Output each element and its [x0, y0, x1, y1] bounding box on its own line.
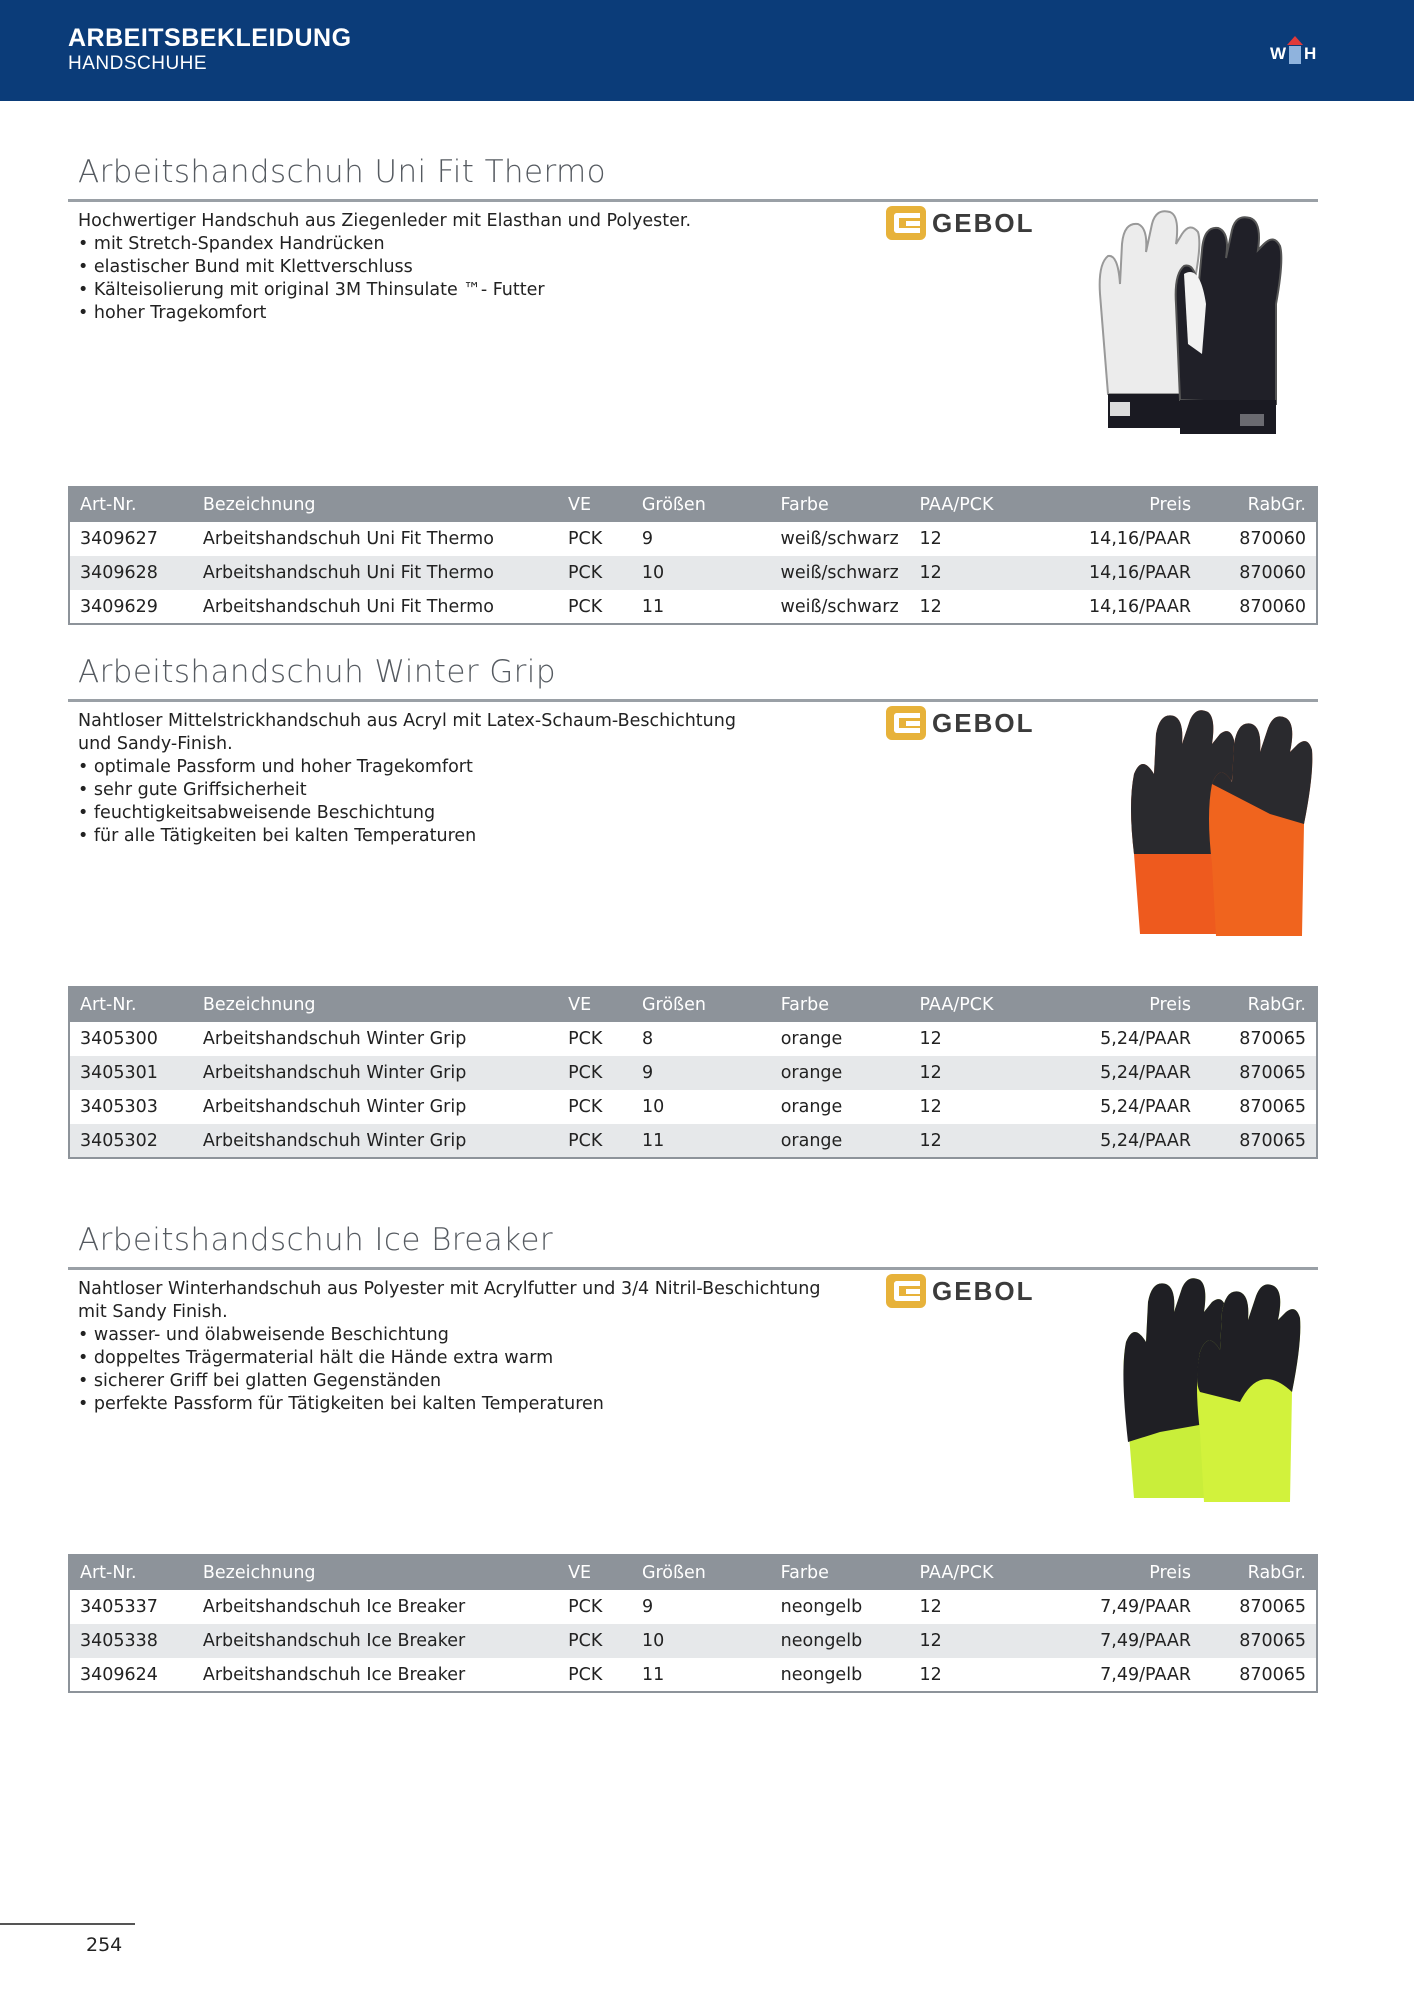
size: 10	[632, 556, 771, 590]
article-name: Arbeitshandschuh Winter Grip	[193, 1124, 558, 1158]
column-header: RabGr.	[1201, 1555, 1317, 1590]
article-number: 3405338	[69, 1624, 193, 1658]
category-title: ARBEITSBEKLEIDUNG	[68, 24, 352, 52]
table-row	[69, 556, 1317, 590]
feature-bullet: • mit Stretch-Spandex Handrücken	[78, 233, 848, 256]
column-header: Art-Nr.	[69, 1555, 193, 1590]
description-intro: mit Sandy Finish.	[78, 1302, 228, 1322]
column-header: Art-Nr.	[69, 487, 193, 522]
logo-letter-w: W	[1270, 44, 1287, 63]
column-header: Größen	[632, 987, 771, 1022]
brand-name: GEBOL	[932, 708, 1035, 738]
column-header: VE	[558, 987, 632, 1022]
size: 9	[641, 529, 653, 549]
color: neongelb	[780, 1664, 863, 1685]
color: orange	[780, 1097, 843, 1117]
product-title: Arbeitshandschuh Uni Fit Thermo	[78, 154, 607, 190]
page-number: 254	[86, 1934, 123, 1956]
column-header: RabGr.	[1201, 987, 1317, 1022]
color: weiß/schwarz	[771, 556, 910, 590]
packing-unit: PCK	[568, 1597, 603, 1617]
pairs-per-pack: 12	[919, 1097, 942, 1117]
footer-divider	[0, 1923, 135, 1925]
table-row	[69, 522, 1317, 556]
pairs-per-pack: 12	[909, 1056, 1033, 1090]
color: weiß/schwarz	[780, 596, 899, 617]
column-header: Bezeichnung	[193, 1555, 558, 1590]
product-title: Arbeitshandschuh Ice Breaker	[78, 1222, 553, 1258]
discount-group: 870065	[1239, 1664, 1306, 1685]
pairs-per-pack: 12	[919, 1029, 942, 1049]
article-name: Arbeitshandschuh Ice Breaker	[202, 1664, 466, 1685]
color: neongelb	[780, 1597, 863, 1617]
packing-unit: PCK	[568, 1029, 603, 1049]
column-header: VE	[558, 487, 632, 522]
section-divider	[68, 199, 1318, 202]
color: weiß/schwarz	[780, 529, 899, 549]
feature-bullet: • feuchtigkeitsabweisende Beschichtung	[78, 802, 848, 825]
gebol-mark-icon	[886, 206, 926, 240]
packing-unit: PCK	[558, 1624, 632, 1658]
article-number: 3409627	[80, 529, 158, 549]
article-table	[68, 986, 1318, 1159]
feature-bullet: • für alle Tätigkeiten bei kalten Temperaturen	[78, 825, 848, 848]
brand-name: GEBOL	[932, 1276, 1035, 1306]
pairs-per-pack: 12	[919, 529, 942, 549]
packing-unit: PCK	[558, 556, 632, 590]
column-header: RabGr.	[1201, 487, 1317, 522]
product-title: Arbeitshandschuh Winter Grip	[78, 654, 556, 690]
feature-bullet: • hoher Tragekomfort	[78, 302, 848, 325]
size: 11	[632, 1124, 771, 1158]
feature-bullet: • sicherer Griff bei glatten Gegenständen	[78, 1370, 848, 1393]
article-number: 3409628	[69, 556, 193, 590]
packing-unit: PCK	[568, 1664, 603, 1685]
table-row	[69, 1124, 1317, 1158]
description-intro: Hochwertiger Handschuh aus Ziegenleder mit Elasthan und Polyester.	[78, 211, 692, 231]
discount-group: 870065	[1201, 1624, 1317, 1658]
price: 14,16/PAAR	[1033, 556, 1201, 590]
description-intro: Nahtloser Mittelstrickhandschuh aus Acryl mit Latex-Schaum-Beschichtung	[78, 711, 736, 731]
description-intro: und Sandy-Finish.	[78, 734, 233, 754]
article-name: Arbeitshandschuh Uni Fit Thermo	[193, 556, 558, 590]
house-icon	[1287, 36, 1303, 64]
table-header-row	[69, 487, 1317, 522]
product-description	[78, 210, 848, 325]
article-table	[68, 1554, 1318, 1693]
column-header: Farbe	[771, 487, 910, 522]
column-header: Bezeichnung	[193, 487, 558, 522]
color: neongelb	[771, 1624, 910, 1658]
article-number: 3405302	[69, 1124, 193, 1158]
price: 5,24/PAAR	[1100, 1097, 1192, 1117]
price: 14,16/PAAR	[1089, 596, 1192, 617]
price: 7,49/PAAR	[1100, 1597, 1192, 1617]
product-description	[78, 1278, 848, 1416]
table-row	[69, 1658, 1317, 1692]
table-row	[69, 1090, 1317, 1124]
size: 11	[641, 1664, 665, 1685]
feature-bullet: • perfekte Passform für Tätigkeiten bei kalten Temperaturen	[78, 1393, 848, 1416]
section-divider	[68, 1267, 1318, 1270]
gebol-logo	[886, 1274, 1050, 1308]
size: 10	[641, 1097, 665, 1117]
page-header	[0, 0, 1414, 101]
feature-bullet: • elastischer Bund mit Klettverschluss	[78, 256, 848, 279]
column-header: Größen	[632, 487, 771, 522]
feature-bullet: • doppeltes Trägermaterial hält die Hände extra warm	[78, 1347, 848, 1370]
section-divider	[68, 699, 1318, 702]
pairs-per-pack: 12	[909, 1624, 1033, 1658]
glove-white-black-image	[1080, 204, 1300, 444]
pairs-per-pack: 12	[919, 596, 942, 617]
pairs-per-pack: 12	[919, 1664, 942, 1685]
article-name: Arbeitshandschuh Winter Grip	[193, 1056, 558, 1090]
article-number: 3409624	[80, 1664, 158, 1685]
article-number: 3405337	[80, 1597, 158, 1617]
price: 5,24/PAAR	[1033, 1124, 1201, 1158]
color: orange	[771, 1124, 910, 1158]
article-table	[68, 486, 1318, 625]
column-header: Größen	[632, 1555, 771, 1590]
article-name: Arbeitshandschuh Winter Grip	[202, 1029, 467, 1049]
wh-logo	[1270, 36, 1320, 66]
column-header: Preis	[1033, 1555, 1201, 1590]
article-number: 3405303	[80, 1097, 158, 1117]
article-name: Arbeitshandschuh Uni Fit Thermo	[202, 529, 494, 549]
column-header: Bezeichnung	[193, 987, 558, 1022]
price: 5,24/PAAR	[1100, 1029, 1192, 1049]
pairs-per-pack: 12	[909, 556, 1033, 590]
table-row	[69, 1590, 1317, 1624]
column-header: PAA/PCK	[909, 1555, 1033, 1590]
article-name: Arbeitshandschuh Uni Fit Thermo	[202, 596, 494, 617]
column-header: PAA/PCK	[909, 487, 1033, 522]
brand-name: GEBOL	[932, 208, 1035, 238]
article-name: Arbeitshandschuh Winter Grip	[202, 1097, 467, 1117]
color: orange	[780, 1029, 843, 1049]
table-header-row	[69, 1555, 1317, 1590]
packing-unit: PCK	[567, 529, 603, 549]
category-subtitle: HANDSCHUHE	[68, 53, 208, 74]
discount-group: 870060	[1239, 596, 1306, 617]
price: 14,16/PAAR	[1089, 529, 1192, 549]
packing-unit: PCK	[558, 1124, 632, 1158]
size: 8	[641, 1029, 654, 1049]
feature-bullet: • wasser- und ölabweisende Beschichtung	[78, 1324, 848, 1347]
feature-bullet: • sehr gute Griffsicherheit	[78, 779, 848, 802]
table-row	[69, 1056, 1317, 1090]
gebol-logo	[886, 706, 1050, 740]
glove-orange-black-image	[1120, 704, 1320, 944]
table-header-row	[69, 987, 1317, 1022]
article-name: Arbeitshandschuh Ice Breaker	[193, 1624, 558, 1658]
packing-unit: PCK	[558, 1056, 632, 1090]
column-header: PAA/PCK	[909, 987, 1033, 1022]
pairs-per-pack: 12	[909, 1124, 1033, 1158]
table-row	[69, 1022, 1317, 1056]
packing-unit: PCK	[567, 596, 603, 617]
article-name: Arbeitshandschuh Ice Breaker	[202, 1597, 466, 1617]
product-description	[78, 710, 848, 848]
discount-group: 870065	[1239, 1029, 1306, 1049]
column-header: Farbe	[771, 1555, 910, 1590]
column-header: VE	[558, 1555, 632, 1590]
feature-bullet: • optimale Passform und hoher Tragekomfort	[78, 756, 848, 779]
feature-bullet: • Kälteisolierung mit original 3M Thinsulate ™- Futter	[78, 279, 848, 302]
size: 9	[632, 1056, 771, 1090]
column-header: Preis	[1033, 987, 1201, 1022]
discount-group: 870065	[1201, 1056, 1317, 1090]
gebol-mark-icon	[886, 706, 926, 740]
discount-group: 870060	[1239, 529, 1306, 549]
pairs-per-pack: 12	[919, 1597, 942, 1617]
discount-group: 870065	[1201, 1124, 1317, 1158]
discount-group: 870065	[1239, 1597, 1306, 1617]
table-row	[69, 590, 1317, 624]
discount-group: 870065	[1239, 1097, 1306, 1117]
logo-letter-h: H	[1304, 44, 1317, 63]
glove-neon-yellow-black-image	[1100, 1272, 1320, 1512]
size: 10	[632, 1624, 771, 1658]
size: 9	[641, 1597, 654, 1617]
article-number: 3405300	[80, 1029, 158, 1049]
price: 7,49/PAAR	[1100, 1664, 1192, 1685]
table-row	[69, 1624, 1317, 1658]
description-intro: Nahtloser Winterhandschuh aus Polyester mit Acrylfutter und 3/4 Nitril-Beschichtung	[78, 1279, 821, 1299]
size: 11	[641, 596, 665, 617]
article-number: 3409629	[80, 596, 158, 617]
discount-group: 870060	[1201, 556, 1317, 590]
article-number: 3405301	[69, 1056, 193, 1090]
packing-unit: PCK	[568, 1097, 603, 1117]
gebol-logo	[886, 206, 1050, 240]
price: 5,24/PAAR	[1033, 1056, 1201, 1090]
color: orange	[771, 1056, 910, 1090]
gebol-mark-icon	[886, 1274, 926, 1308]
column-header: Art-Nr.	[69, 987, 193, 1022]
price: 7,49/PAAR	[1033, 1624, 1201, 1658]
column-header: Preis	[1033, 487, 1201, 522]
column-header: Farbe	[771, 987, 910, 1022]
